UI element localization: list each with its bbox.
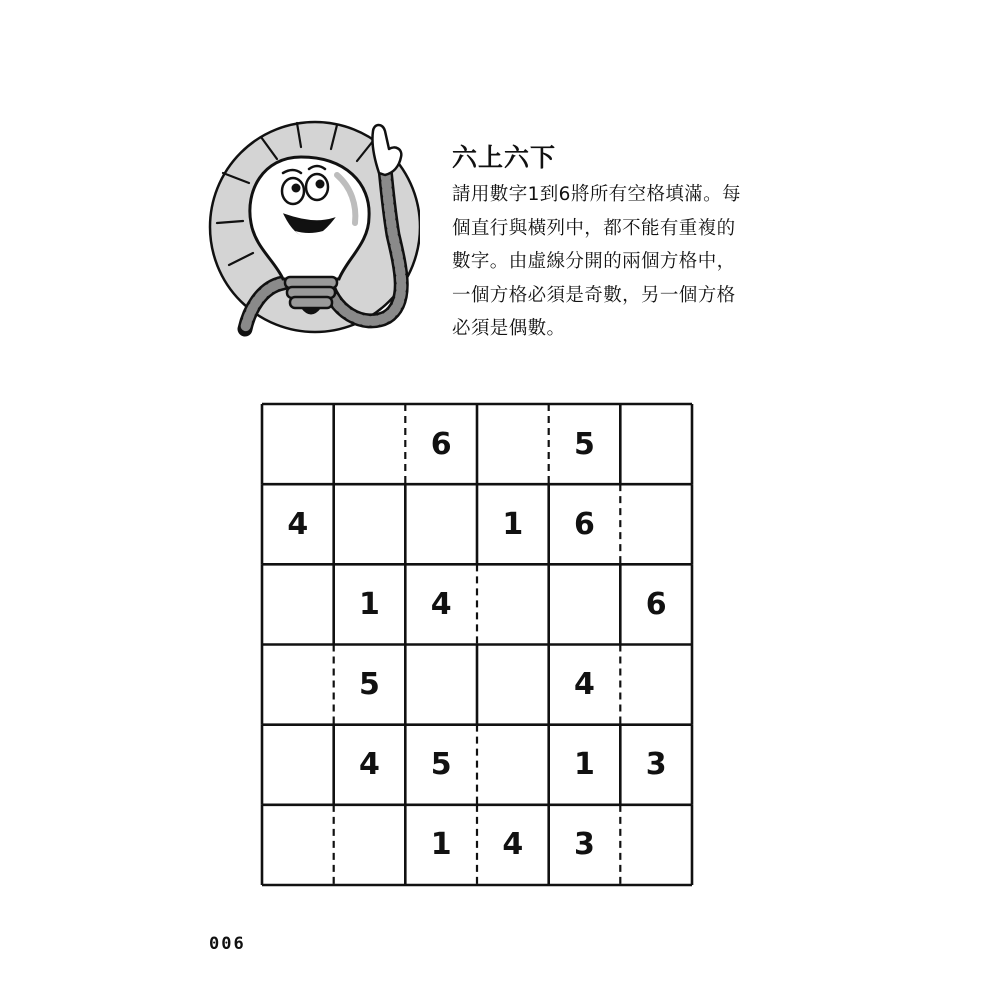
given-number-cell: 6: [574, 506, 595, 542]
empty-cell[interactable]: [405, 645, 477, 725]
instructions-line: 請用數字1到6將所有空格填滿。每: [452, 184, 741, 205]
empty-cell[interactable]: [477, 725, 549, 805]
empty-cell[interactable]: [262, 725, 334, 805]
given-number-cell: 4: [574, 667, 595, 703]
empty-cell[interactable]: [620, 404, 692, 484]
given-number-cell: 6: [645, 586, 667, 622]
instructions-line: 必須是偶數。: [452, 318, 566, 339]
empty-cell[interactable]: [477, 645, 549, 725]
empty-cell[interactable]: [334, 484, 406, 564]
given-number-cell: 6: [430, 426, 452, 462]
given-number-cell: 1: [574, 747, 595, 783]
empty-cell[interactable]: [620, 484, 692, 564]
given-number-cell: 3: [574, 827, 595, 863]
lightbulb-mascot-icon: [205, 115, 420, 345]
given-number-cell: 5: [574, 426, 595, 462]
instructions-line: 一個方格必須是奇數，另一個方格: [452, 284, 736, 306]
puzzle-title: 六上六下: [452, 143, 557, 172]
given-number-cell: 4: [502, 827, 524, 863]
given-number-cell: 1: [359, 586, 380, 622]
empty-cell[interactable]: [262, 805, 334, 885]
given-number-cell: 3: [645, 747, 667, 783]
page-number: 006: [209, 934, 246, 954]
empty-cell[interactable]: [262, 404, 334, 484]
empty-cell[interactable]: [477, 404, 549, 484]
given-number-cell: 1: [502, 506, 524, 542]
empty-cell[interactable]: [405, 484, 477, 564]
instructions-line: 個直行與橫列中，都不能有重複的: [452, 217, 736, 239]
given-number-cell: 5: [430, 747, 452, 783]
empty-cell[interactable]: [477, 564, 549, 644]
empty-cell[interactable]: [262, 564, 334, 644]
instructions-line: 數字。由虛線分開的兩個方格中，: [452, 251, 736, 272]
given-number-cell: 4: [359, 747, 380, 783]
instructions: [452, 178, 752, 346]
given-number-cell: 5: [359, 667, 380, 703]
given-number-cell: 4: [287, 506, 309, 542]
empty-cell[interactable]: [334, 805, 406, 885]
empty-cell[interactable]: [262, 645, 334, 725]
empty-cell[interactable]: [620, 645, 692, 725]
given-number-cell: 4: [430, 586, 452, 622]
empty-cell[interactable]: [549, 564, 621, 644]
empty-cell[interactable]: [334, 404, 406, 484]
puzzle-grid: [262, 404, 692, 885]
given-number-cell: 1: [430, 827, 452, 863]
empty-cell[interactable]: [620, 805, 692, 885]
